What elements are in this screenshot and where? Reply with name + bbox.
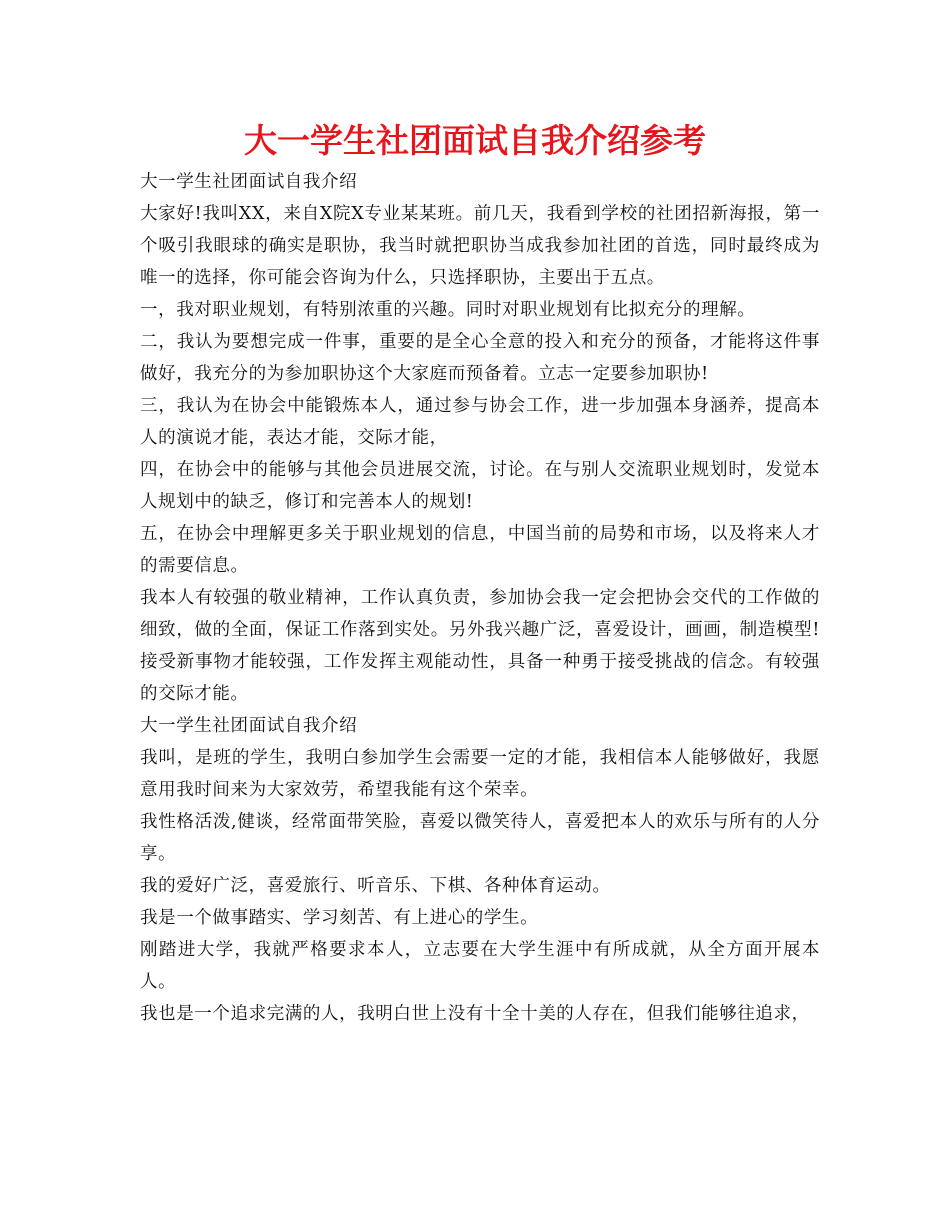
paragraph: 五，在协会中理解更多关于职业规划的信息，中国当前的局势和市场，以及将来人才的需要信息。	[140, 524, 820, 576]
paragraph: 我本人有较强的敬业精神，工作认真负责，参加协会我一定会把协会交代的工作做的细致，做的全面，保证工作落到实处。另外我兴趣广泛，喜爱设计，画画，制造模型!接受新事物才能较强，工作发挥主观能动性，具备一种勇于接受挑战的信念。有较强的交际才能。	[140, 588, 820, 704]
paragraph: 大一学生社团面试自我介绍	[140, 172, 358, 192]
document-body	[140, 166, 820, 1030]
paragraph: 四，在协会中的能够与其他会员进展交流，讨论。在与别人交流职业规划时，发觉本人规划中的缺乏，修订和完善本人的规划!	[140, 460, 820, 512]
paragraph: 大一学生社团面试自我介绍	[140, 716, 358, 736]
paragraph: 我叫，是班的学生，我明白参加学生会需要一定的才能，我相信本人能够做好，我愿意用我时间来为大家效劳，希望我能有这个荣幸。	[140, 748, 820, 800]
paragraph: 二，我认为要想完成一件事，重要的是全心全意的投入和充分的预备，才能将这件事做好，我充分的为参加职协这个大家庭而预备着。立志一定要参加职协!	[140, 332, 820, 384]
paragraph: 我的爱好广泛，喜爱旅行、听音乐、下棋、各种体育运动。	[140, 876, 611, 896]
paragraph: 刚踏进大学，我就严格要求本人，立志要在大学生涯中有所成就，从全方面开展本人。	[140, 940, 820, 992]
paragraph: 三，我认为在协会中能锻炼本人，通过参与协会工作，进一步加强本身涵养，提高本人的演说才能，表达才能，交际才能，	[140, 396, 820, 448]
paragraph: 我是一个做事踏实、学习刻苦、有上进心的学生。	[140, 908, 539, 928]
document-title: 大一学生社团面试自我介绍参考	[244, 121, 706, 160]
paragraph: 我性格活泼,健谈，经常面带笑脸，喜爱以微笑待人，喜爱把本人的欢乐与所有的人分享。	[140, 812, 820, 864]
paragraph: 我也是一个追求完满的人，我明白世上没有十全十美的人存在，但我们能够往追求，	[140, 1004, 810, 1024]
paragraph: 大家好!我叫XX，来自X院X专业某某班。前几天，我看到学校的社团招新海报，第一个吸引我眼球的确实是职协，我当时就把职协当成我参加社团的首选，同时最终成为唯一的选择，你可能会咨询为什么，只选择职协，主要出于五点。	[140, 204, 820, 288]
paragraph: 一，我对职业规划，有特别浓重的兴趣。同时对职业规划有比拟充分的理解。	[140, 300, 756, 320]
